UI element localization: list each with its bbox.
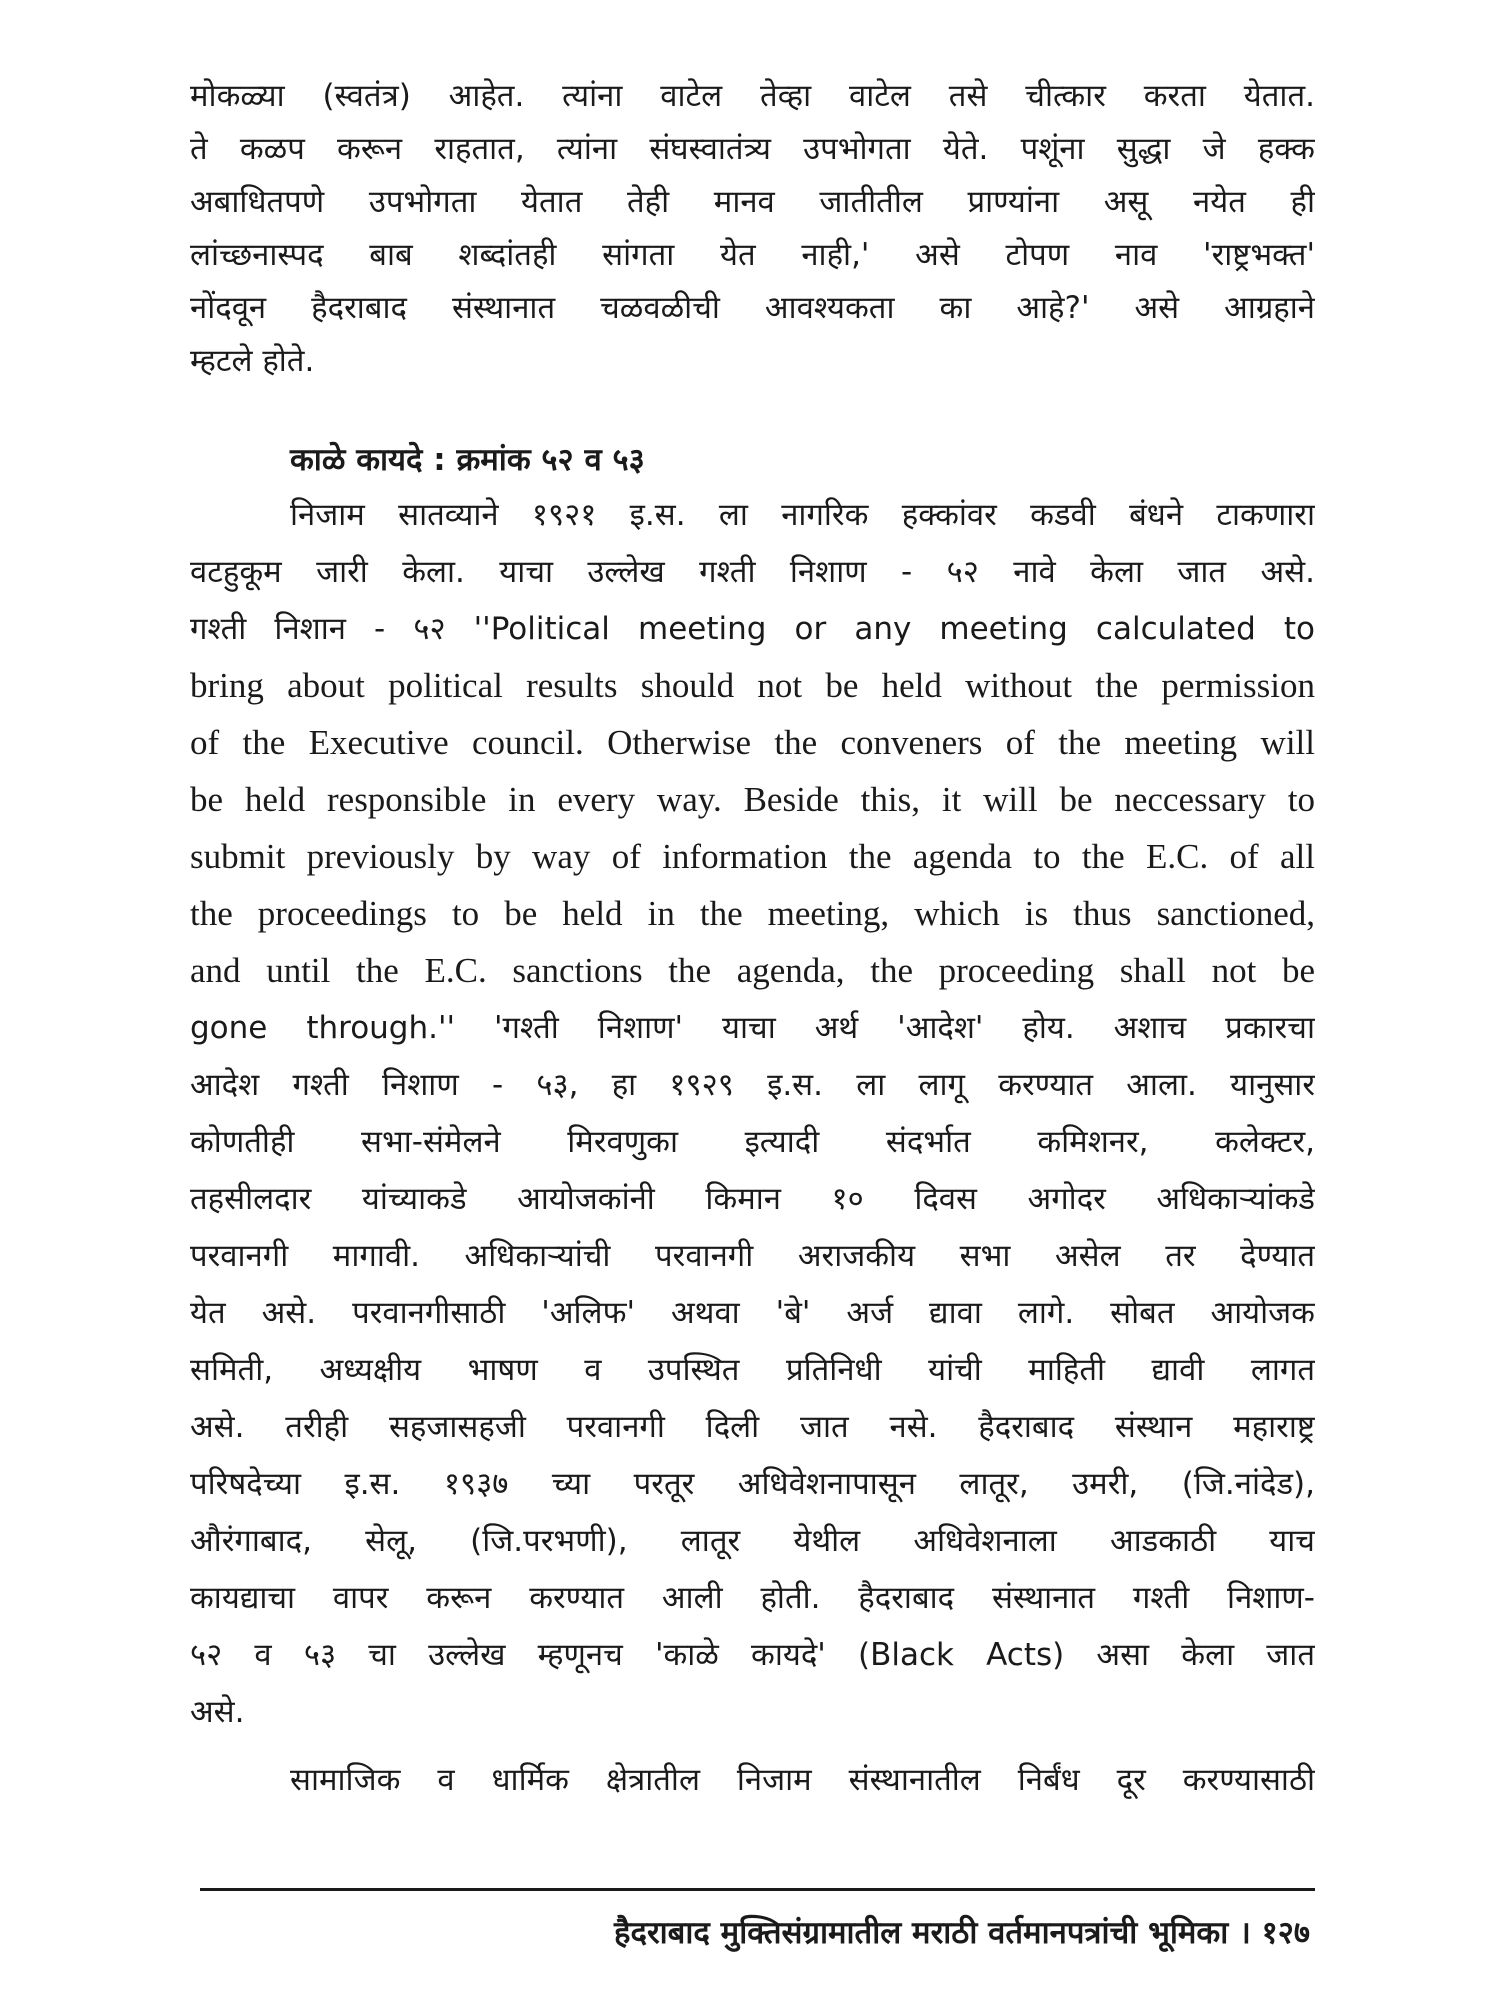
section-heading: काळे कायदे : क्रमांक ५२ व ५३ [290,442,645,478]
paragraph-line: आदेश गश्ती निशाण - ५३, हा १९२९ इ.स. ला लागू करण्यात आला. यानुसार [190,1067,1315,1103]
paragraph-line: मोकळ्या (स्वतंत्र) आहेत. त्यांना वाटेल तेव्हा वाटेल तसे चीत्कार करता येतात. [190,78,1315,114]
paragraph-line: औरंगाबाद, सेलू, (जि.परभणी), लातूर येथील अधिवेशनाला आडकाठी याच [190,1523,1315,1559]
paragraph-line: समिती, अध्यक्षीय भाषण व उपस्थित प्रतिनिधी यांची माहिती द्यावी लागत [190,1352,1315,1388]
paragraph-line: परिषदेच्या इ.स. १९३७ च्या परतूर अधिवेशनापासून लातूर, उमरी, (जि.नांदेड), [190,1466,1315,1502]
footer-separator: । [1239,1915,1251,1951]
paragraph-line: म्हटले होते. [190,343,315,379]
paragraph-line: लांच्छनास्पद बाब शब्दांतही सांगता येत नाही,' असे टोपण नाव 'राष्ट्रभक्त' [190,237,1315,273]
paragraph-line: of the Executive council. Otherwise the conveners of the meeting will [190,723,1315,762]
paragraph-line: असे. [190,1694,245,1730]
paragraph-line: ५२ व ५३ चा उल्लेख म्हणूनच 'काळे कायदे' (Black Acts) असा केला जात [190,1637,1315,1673]
paragraph-line: and until the E.C. sanctions the agenda, the proceeding shall not be [190,951,1315,990]
paragraph-line: gone through.'' 'गश्ती निशाण' याचा अर्थ 'आदेश' होय. अशाच प्रकारचा [190,1010,1315,1046]
paragraph-line: bring about political results should not be held without the permission [190,666,1315,705]
paragraph-line: ते कळप करून राहतात, त्यांना संघस्वातंत्र्य उपभोगता येते. पशूंना सुद्धा जे हक्क [190,131,1315,167]
book-title: हैदराबाद मुक्तिसंग्रामातील मराठी वर्तमानपत्रांची भूमिका [614,1915,1229,1951]
paragraph-line: कायद्याचा वापर करून करण्यात आली होती. हैदराबाद संस्थानात गश्ती निशाण- [190,1580,1315,1616]
paragraph-line: नोंदवून हैदराबाद संस्थानात चळवळीची आवश्यकता का आहे?' असे आग्रहाने [190,290,1315,326]
footer-rule [200,1888,1315,1891]
paragraph-line: गश्ती निशान - ५२ ''Political meeting or any meeting calculated to [190,611,1315,647]
paragraph-line: submit previously by way of information the agenda to the E.C. of all [190,837,1315,876]
paragraph-line: तहसीलदार यांच्याकडे आयोजकांनी किमान १० दिवस अगोदर अधिकाऱ्यांकडे [190,1181,1315,1217]
paragraph-line: be held responsible in every way. Beside this, it will be neccessary to [190,780,1315,819]
paragraph-line: निजाम सातव्याने १९२१ इ.स. ला नागरिक हक्कांवर कडवी बंधने टाकणारा [290,497,1315,533]
paragraph-line: वटहुकूम जारी केला. याचा उल्लेख गश्ती निशाण - ५२ नावे केला जात असे. [190,554,1315,590]
paragraph-line: the proceedings to be held in the meeting, which is thus sanctioned, [190,894,1315,933]
page-number: १२७ [1261,1915,1310,1951]
paragraph-line: सामाजिक व धार्मिक क्षेत्रातील निजाम संस्थानातील निर्बंध दूर करण्यासाठी [290,1762,1315,1798]
paragraph-line: असे. तरीही सहजासहजी परवानगी दिली जात नसे. हैदराबाद संस्थान महाराष्ट्र [190,1409,1315,1445]
running-footer [614,1905,1310,1961]
paragraph-line: कोणतीही सभा-संमेलने मिरवणुका इत्यादी संदर्भात कमिशनर, कलेक्टर, [190,1124,1315,1160]
paragraph-line: परवानगी मागावी. अधिकाऱ्यांची परवानगी अराजकीय सभा असेल तर देण्यात [190,1238,1315,1274]
paragraph-line: अबाधितपणे उपभोगता येतात तेही मानव जातीतील प्राण्यांना असू नयेत ही [190,184,1315,220]
paragraph-line: येत असे. परवानगीसाठी 'अलिफ' अथवा 'बे' अर्ज द्यावा लागे. सोबत आयोजक [190,1295,1315,1331]
